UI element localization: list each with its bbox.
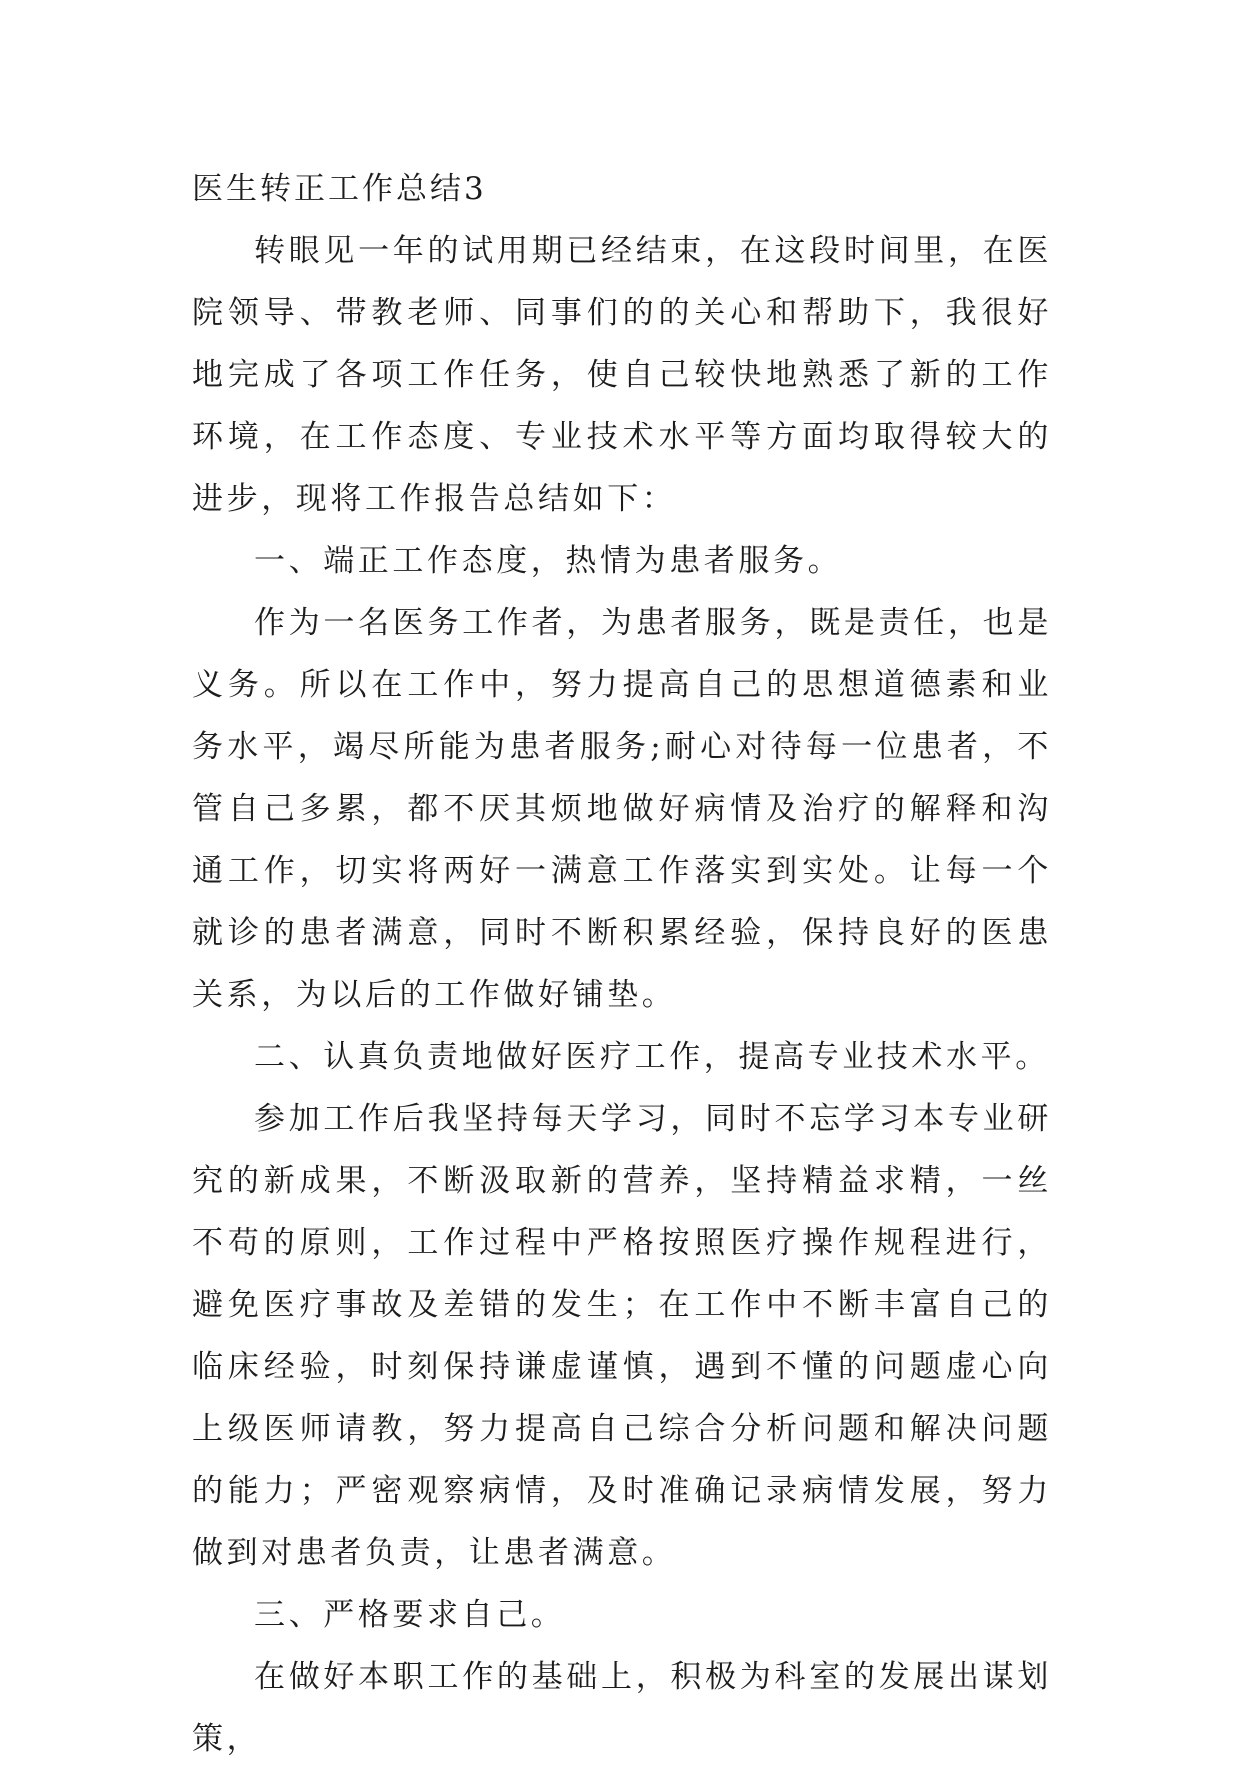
- section-heading-3: 三、严格要求自己。: [254, 1597, 566, 1633]
- section-heading-1: 一、端正工作态度，热情为患者服务。: [254, 543, 843, 579]
- paragraph-section-2: 参加工作后我坚持每天学习，同时不忘学习本专业研究的新成果，不断汲取新的营养，坚持精益求精，一丝不苟的原则，工作过程中严格按照医疗操作规程进行，避免医疗事故及差错的发生；在工作中不断丰富自己的临床经验，时刻保持谦虚谨慎，遇到不懂的问题虚心向上级医师请教，努力提高自己综合分析问题和解决问题的能力；严密观察病情，及时准确记录病情发展，努力做到对患者负责，让患者满意。: [192, 1101, 1052, 1571]
- document-body: [192, 158, 1052, 1770]
- paragraph-intro: 转眼见一年的试用期已经结束，在这段时间里，在医院领导、带教老师、同事们的的关心和帮助下，我很好地完成了各项工作任务，使自己较快地熟悉了新的工作环境，在工作态度、专业技术水平等方面均取得较大的进步，现将工作报告总结如下：: [192, 233, 1052, 517]
- document-title: 医生转正工作总结3: [192, 171, 487, 207]
- paragraph-section-3: 在做好本职工作的基础上，积极为科室的发展出谋划策，: [192, 1659, 1052, 1757]
- paragraph-section-1: 作为一名医务工作者，为患者服务，既是责任，也是义务。所以在工作中，努力提高自己的思想道德素和业务水平，竭尽所能为患者服务;耐心对待每一位患者，不管自己多累，都不厌其烦地做好病情及治疗的解释和沟通工作，切实将两好一满意工作落实到实处。让每一个就诊的患者满意，同时不断积累经验，保持良好的医患关系，为以后的工作做好铺垫。: [192, 605, 1052, 1013]
- section-heading-2: 二、认真负责地做好医疗工作，提高专业技术水平。: [254, 1039, 1050, 1075]
